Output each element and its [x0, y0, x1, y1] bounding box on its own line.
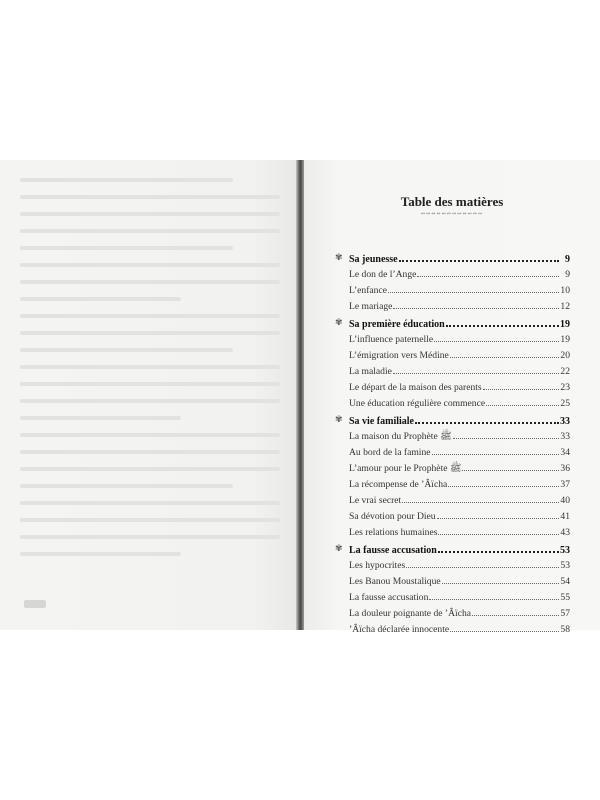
- toc-entry-page-number: 33: [560, 431, 570, 442]
- toc-entry-page-number: 33: [560, 416, 570, 427]
- toc-entry-page-number: 19: [560, 334, 570, 345]
- toc-entry-page-number: 53: [560, 560, 570, 571]
- toc-entry-page-number: 41: [560, 511, 570, 522]
- dot-leader: [453, 427, 559, 439]
- toc-entry-page-number: 34: [560, 447, 570, 458]
- dot-leader: [388, 281, 559, 293]
- toc-entry-page-number: 12: [560, 301, 570, 312]
- toc-entry-label: La fausse accusation: [349, 592, 429, 603]
- chapter-flower-icon: ✾: [335, 252, 343, 262]
- toc-entry-label: Sa jeunesse: [349, 254, 398, 265]
- toc-entry-page-number: 40: [560, 495, 570, 506]
- toc-entry-label: Le mariage: [349, 301, 393, 312]
- left-page-faded-text: [20, 178, 280, 569]
- toc-entry-label: Les relations humaines: [349, 527, 438, 538]
- dot-leader: [472, 604, 559, 616]
- dot-leader: [417, 265, 559, 277]
- toc-section-row: [336, 378, 570, 394]
- toc-entry-page-number: 58: [560, 624, 570, 635]
- toc-entry-label: Le départ de la maison des parents: [349, 382, 482, 393]
- dot-leader: [402, 491, 559, 503]
- toc-entry-label: La fausse accusation: [349, 545, 437, 556]
- dot-leader: [393, 297, 559, 309]
- toc-section-row: [336, 443, 570, 459]
- toc-title: Table des matières: [400, 194, 504, 209]
- toc-entry-page-number: 36: [560, 463, 570, 474]
- toc-entry-page-number: 22: [560, 366, 570, 377]
- toc-entry-page-number: 57: [560, 608, 570, 619]
- dot-leader: [415, 411, 559, 424]
- toc-section-row: [336, 265, 570, 281]
- toc-entry-label: L’influence paternelle: [349, 334, 434, 345]
- left-page-number-mark: [24, 600, 46, 608]
- toc-entry-page-number: 20: [560, 350, 570, 361]
- toc-section-row: [336, 346, 570, 362]
- toc-entry-label: L’enfance: [349, 285, 387, 296]
- toc-entry-page-number: 37: [560, 479, 570, 490]
- dot-leader: [399, 249, 559, 262]
- dot-leader: [450, 620, 559, 632]
- toc-section-row: [336, 620, 570, 636]
- toc-entry-label: La récompense de ’Âïcha: [349, 479, 448, 490]
- toc-entry-page-number: 9: [565, 254, 570, 265]
- dot-leader: [442, 572, 559, 584]
- toc-entry-label: La maladie: [349, 366, 392, 377]
- dot-leader: [406, 556, 559, 568]
- left-page: [0, 160, 297, 630]
- toc-section-row: [336, 330, 570, 346]
- toc-entry-label: Le vrai secret: [349, 495, 402, 506]
- toc-section-row: [336, 427, 570, 443]
- dot-leader: [434, 330, 559, 342]
- toc-entry-page-number: 23: [560, 382, 570, 393]
- toc-entry-page-number: 25: [560, 398, 570, 409]
- toc-entry-label: Sa vie familiale: [349, 416, 414, 427]
- dot-leader: [429, 588, 559, 600]
- table-of-contents: [336, 248, 570, 636]
- toc-section-row: [336, 507, 570, 523]
- toc-chapter-row: [336, 540, 570, 556]
- toc-entry-page-number: 55: [560, 592, 570, 603]
- chapter-flower-icon: ✾: [335, 317, 343, 327]
- toc-entry-page-number: 9: [565, 269, 570, 280]
- dot-leader: [446, 314, 559, 327]
- dot-leader: [483, 378, 559, 390]
- toc-entry-page-number: 54: [560, 576, 570, 587]
- dot-leader: [462, 459, 559, 471]
- toc-entry-page-number: 10: [560, 285, 570, 296]
- dot-leader: [450, 346, 559, 358]
- toc-entry-label: Au bord de la famine: [349, 447, 431, 458]
- toc-section-row: [336, 362, 570, 378]
- chapter-flower-icon: ✾: [335, 543, 343, 553]
- dot-leader: [486, 394, 559, 406]
- toc-entry-label: L’amour pour le Prophète ﷺ: [349, 463, 462, 474]
- dot-leader: [432, 443, 559, 455]
- toc-section-row: [336, 297, 570, 313]
- toc-chapter-row: [336, 249, 570, 265]
- toc-section-row: [336, 281, 570, 297]
- toc-section-row: [336, 491, 570, 507]
- chapter-flower-icon: ✾: [335, 414, 343, 424]
- toc-entry-page-number: 53: [560, 545, 570, 556]
- toc-chapter-row: [336, 411, 570, 427]
- toc-section-row: [336, 556, 570, 572]
- dot-leader: [438, 523, 559, 535]
- toc-ornament: ∾∾∾∾∾∾∾∾∾∾∾∾: [420, 212, 484, 217]
- toc-section-row: [336, 394, 570, 410]
- toc-chapter-row: [336, 314, 570, 330]
- book-gutter: [296, 160, 304, 630]
- toc-entry-label: La maison du Prophète ﷺ: [349, 431, 452, 442]
- dot-leader: [393, 362, 559, 374]
- toc-section-row: [336, 604, 570, 620]
- toc-entry-label: Les hypocrites: [349, 560, 406, 571]
- toc-entry-label: Sa dévotion pour Dieu: [349, 511, 436, 522]
- toc-entry-page-number: 43: [560, 527, 570, 538]
- toc-entry-label: Sa première éducation: [349, 319, 445, 330]
- toc-section-row: [336, 523, 570, 539]
- toc-entry-label: Le don de l’Ange: [349, 269, 417, 280]
- dot-leader: [437, 507, 559, 519]
- toc-entry-page-number: 19: [560, 319, 570, 330]
- toc-entry-label: ’Âïcha déclarée innocente: [349, 624, 450, 635]
- toc-entry-label: Une éducation régulière commence: [349, 398, 486, 409]
- toc-entry-label: La douleur poignante de ’Âïcha: [349, 608, 472, 619]
- toc-section-row: [336, 572, 570, 588]
- toc-section-row: [336, 588, 570, 604]
- dot-leader: [438, 540, 559, 553]
- dot-leader: [448, 475, 559, 487]
- toc-section-row: [336, 475, 570, 491]
- toc-entry-label: Les Banou Moustalique: [349, 576, 441, 587]
- toc-section-row: [336, 459, 570, 475]
- toc-entry-label: L’émigration vers Médine: [349, 350, 449, 361]
